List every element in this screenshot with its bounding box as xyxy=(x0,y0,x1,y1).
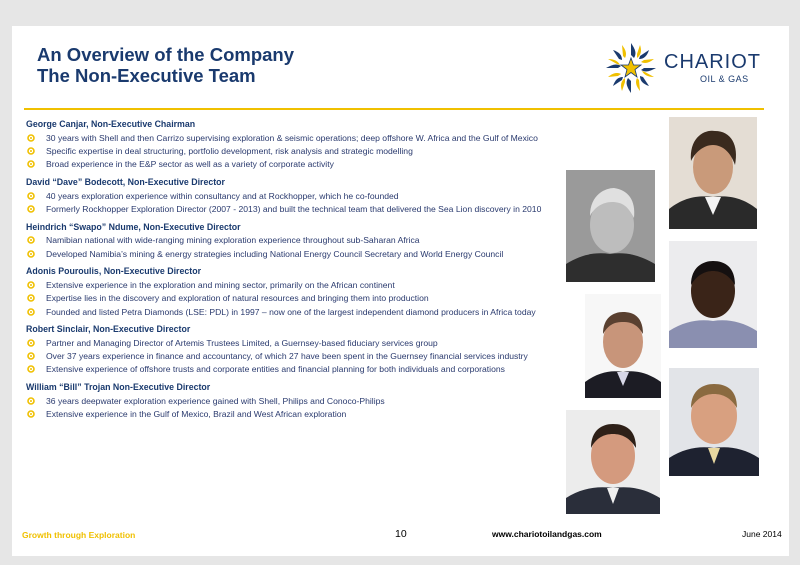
logo-name: CHARIOT xyxy=(664,51,761,73)
bullet-text: Broad experience in the E&P sector as well as a variety of corporate activity xyxy=(46,159,334,170)
bullet-item xyxy=(26,351,556,362)
bullet-item xyxy=(26,159,556,170)
header-divider xyxy=(24,108,764,110)
bullet-list xyxy=(26,133,556,170)
footer-tagline: Growth through Exploration xyxy=(22,530,136,540)
bullet-circle-icon xyxy=(27,294,35,302)
bullet-item xyxy=(26,280,556,291)
person-name: George Canjar, Non-Executive Chairman xyxy=(26,119,196,129)
person-block xyxy=(26,119,556,170)
bullet-circle-icon xyxy=(27,365,35,373)
bullet-text: Expertise lies in the discovery and exploration of natural resources and bringing them into production xyxy=(46,293,429,304)
bullet-item xyxy=(26,307,556,318)
bullet-text: Specific expertise in deal structuring, portfolio development, risk analysis and strategic modelling xyxy=(46,145,413,156)
bullet-item xyxy=(26,293,556,304)
bullet-circle-icon xyxy=(27,308,35,316)
bullet-circle-icon xyxy=(27,147,35,155)
person-name: Robert Sinclair, Non-Executive Director xyxy=(26,324,191,335)
bullet-text: Partner and Managing Director of Artemis Trustees Limited, a Guernsey-based fiduciary services group xyxy=(46,337,438,348)
person-name: William “Bill” Trojan Non-Executive Director xyxy=(26,382,211,393)
bullet-item xyxy=(26,235,556,246)
bullet-item xyxy=(26,364,556,375)
bullet-circle-icon xyxy=(27,281,35,289)
bullet-item xyxy=(26,409,556,420)
sun-star-icon xyxy=(604,41,658,95)
page-title xyxy=(37,44,294,86)
logo-subtitle: OIL & GAS xyxy=(700,74,749,84)
photo-william-trojan xyxy=(566,410,660,514)
bullet-text: Extensive experience in the exploration and mining sector, primarily on the African continent xyxy=(46,279,395,290)
photo-adonis-pouroulis xyxy=(585,294,661,398)
person-block xyxy=(26,266,556,317)
bullet-text: 36 years deepwater exploration experience gained with Shell, Philips and Conoco-Philips xyxy=(46,395,385,406)
bullet-circle-icon xyxy=(27,192,35,200)
bullet-circle-icon xyxy=(27,339,35,347)
title-line-1: An Overview of the Company xyxy=(37,44,294,65)
person-block xyxy=(26,382,556,420)
person-block xyxy=(26,177,556,215)
bullet-list xyxy=(26,191,556,215)
bullet-text: Formerly Rockhopper Exploration Director (2007 - 2013) and built the technical team that delivered the Sea Lion discovery in 2010 xyxy=(46,203,542,214)
bullet-list xyxy=(26,235,556,259)
chariot-logo xyxy=(604,41,774,96)
bullet-list xyxy=(26,338,556,375)
bullet-item xyxy=(26,204,556,215)
bullet-circle-icon xyxy=(27,134,35,142)
bullet-circle-icon xyxy=(27,352,35,360)
person-name: Heindrich “Swapo” Ndume, Non-Executive Director xyxy=(26,221,241,232)
footer-url-link[interactable]: www.chariotoilandgas.com xyxy=(492,529,602,539)
bullet-item xyxy=(26,338,556,349)
bullet-text: 30 years with Shell and then Carrizo supervising exploration & seismic operations; deep offshore W. Africa and the Gulf of Mexico xyxy=(46,132,538,143)
bullet-circle-icon xyxy=(27,236,35,244)
page-number: 10 xyxy=(395,528,407,540)
bullet-circle-icon xyxy=(27,410,35,418)
bullet-item xyxy=(26,191,556,202)
bullet-text: 40 years exploration experience within consultancy and at Rockhopper, which he co-founded xyxy=(46,190,399,201)
bullet-text: Developed Namibia’s mining & energy strategies including National Energy Council Secretary and World Energy Council xyxy=(46,248,504,259)
bullet-circle-icon xyxy=(27,160,35,168)
person-name: Adonis Pouroulis, Non-Executive Director xyxy=(26,266,201,277)
bullet-circle-icon xyxy=(27,250,35,258)
footer-date: June 2014 xyxy=(742,529,782,539)
photo-george-canjar xyxy=(669,117,757,229)
photo-david-bodecott xyxy=(566,170,655,282)
bullet-item xyxy=(26,396,556,407)
bullet-circle-icon xyxy=(27,205,35,213)
non-executive-list xyxy=(26,119,556,427)
bullet-text: Extensive experience in the Gulf of Mexico, Brazil and West African exploration xyxy=(46,409,347,420)
title-line-2: The Non-Executive Team xyxy=(37,65,256,86)
slide xyxy=(12,26,789,556)
bullet-text: Over 37 years experience in finance and accountancy, of which 27 have been spent in the Guernsey financial services industry xyxy=(46,351,528,362)
person-name: David “Dave” Bodecott, Non-Executive Director xyxy=(26,176,225,187)
person-block xyxy=(26,324,556,375)
photo-robert-sinclair xyxy=(669,368,759,476)
bullet-text: Namibian national with wide-ranging mining exploration experience throughout sub-Saharan Africa xyxy=(46,235,420,246)
bullet-item xyxy=(26,249,556,260)
bullet-list xyxy=(26,280,556,317)
bullet-text: Extensive experience of offshore trusts and corporate entities and financial planning for both individuals and corporations xyxy=(46,364,505,375)
person-block xyxy=(26,222,556,260)
bullet-item xyxy=(26,133,556,144)
photo-heindrich-ndume xyxy=(669,241,757,348)
bullet-item xyxy=(26,146,556,157)
bullet-list xyxy=(26,396,556,420)
bullet-circle-icon xyxy=(27,397,35,405)
bullet-text: Founded and listed Petra Diamonds (LSE: PDL) in 1997 – now one of the largest independent diamond producers in Africa today xyxy=(46,306,536,317)
